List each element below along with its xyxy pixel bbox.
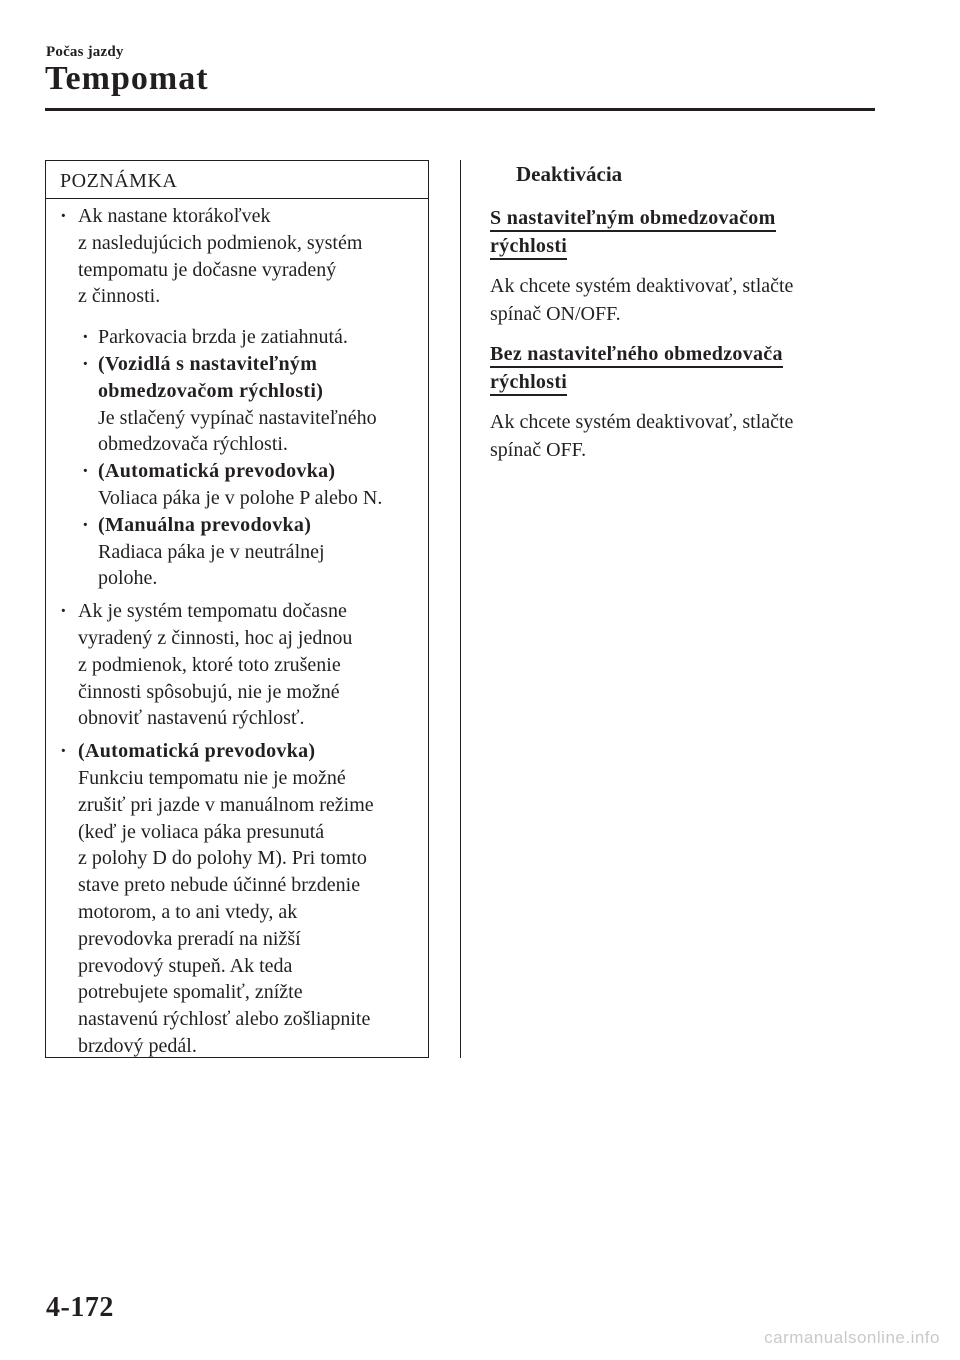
text-line: Funkciu tempomatu nie je možné bbox=[78, 766, 346, 789]
subheading-without-limiter bbox=[490, 340, 850, 396]
column-divider bbox=[460, 160, 461, 1058]
paragraph bbox=[490, 408, 850, 464]
note-sub-bullet bbox=[58, 324, 418, 351]
text-line: · Ak je systém tempomatu dočasne bbox=[78, 600, 347, 623]
text-line: prevodovka preradí na nižší bbox=[78, 927, 301, 950]
subheading-with-limiter bbox=[490, 204, 850, 260]
text-line: motorom, a to ani vtedy, ak bbox=[78, 900, 298, 923]
text-line: obmedzovača rýchlosti. bbox=[98, 433, 288, 456]
text-line: obnoviť nastavenú rýchlosť. bbox=[78, 707, 305, 730]
text-line: potrebujete spomaliť, znížte bbox=[78, 981, 303, 1004]
title-rule bbox=[45, 108, 875, 111]
chapter-title: Tempomat bbox=[45, 60, 209, 97]
note-box bbox=[45, 160, 429, 1058]
subheading-line: Bez nastaviteľného obmedzovača bbox=[490, 343, 783, 368]
text-line: spínač ON/OFF. bbox=[490, 303, 621, 325]
text-line: z polohy D do polohy M). Pri tomto bbox=[78, 847, 367, 870]
text-line: Radiaca páka je v neutrálnej bbox=[98, 540, 325, 563]
right-column bbox=[490, 160, 850, 476]
subheading-line: rýchlosti bbox=[490, 235, 567, 260]
text-line: Je stlačený vypínač nastaviteľného bbox=[98, 406, 377, 429]
text-line: z podmienok, ktoré toto zrušenie bbox=[78, 653, 341, 676]
text-line: · (Manuálna prevodovka) bbox=[98, 513, 312, 536]
text-line: · (Vozidlá s nastaviteľným bbox=[98, 352, 318, 375]
text-line: Ak chcete systém deaktivovať, stlačte bbox=[490, 411, 794, 433]
text-line: vyradený z činnosti, hoc aj jednou bbox=[78, 626, 353, 649]
text-line: Voliaca páka je v polohe P alebo N. bbox=[98, 486, 383, 509]
deactivation-heading: Deaktivácia bbox=[516, 162, 623, 186]
note-sub-bullet bbox=[58, 512, 418, 592]
text-line: · Parkovacia brzda je zatiahnutá. bbox=[98, 326, 348, 349]
text-line: stave preto nebude účinné brzdenie bbox=[78, 874, 361, 897]
text-line: prevodový stupeň. Ak teda bbox=[78, 954, 293, 977]
note-bullet bbox=[58, 598, 418, 732]
text-line: (keď je voliaca páka presunutá bbox=[78, 820, 325, 843]
text-line: obmedzovačom rýchlosti) bbox=[98, 379, 324, 402]
note-bullet bbox=[58, 203, 418, 310]
paragraph bbox=[490, 272, 850, 328]
text-line: z činnosti. bbox=[78, 285, 161, 308]
text-line: z nasledujúcich podmienok, systém bbox=[78, 231, 363, 254]
note-body bbox=[46, 199, 428, 1060]
text-line: polohe. bbox=[98, 567, 158, 590]
text-line: spínač OFF. bbox=[490, 439, 587, 461]
subheading-line: S nastaviteľným obmedzovačom bbox=[490, 207, 776, 232]
section-label: Počas jazdy bbox=[46, 44, 124, 60]
text-line: · Ak nastane ktorákoľvek bbox=[78, 205, 271, 227]
text-line: zrušiť pri jazde v manuálnom režime bbox=[78, 793, 374, 816]
page-number: 4-172 bbox=[46, 1292, 114, 1323]
text-line: nastavenú rýchlosť alebo zošliapnite bbox=[78, 1008, 371, 1031]
note-bullet bbox=[58, 738, 418, 1060]
note-sub-bullet bbox=[58, 351, 418, 458]
text-line: · (Automatická prevodovka) bbox=[98, 460, 336, 483]
text-line: Ak chcete systém deaktivovať, stlačte bbox=[490, 275, 794, 297]
note-sub-bullet bbox=[58, 458, 418, 512]
subheading-line: rýchlosti bbox=[490, 371, 567, 396]
note-heading: POZNÁMKA bbox=[46, 161, 428, 199]
text-line: brzdový pedál. bbox=[78, 1034, 197, 1057]
text-line: tempomatu je dočasne vyradený bbox=[78, 258, 337, 281]
text-line: činnosti spôsobujú, nie je možné bbox=[78, 680, 340, 703]
text-line: · (Automatická prevodovka) bbox=[78, 740, 316, 763]
watermark: carmanualsonline.info bbox=[764, 1328, 940, 1347]
